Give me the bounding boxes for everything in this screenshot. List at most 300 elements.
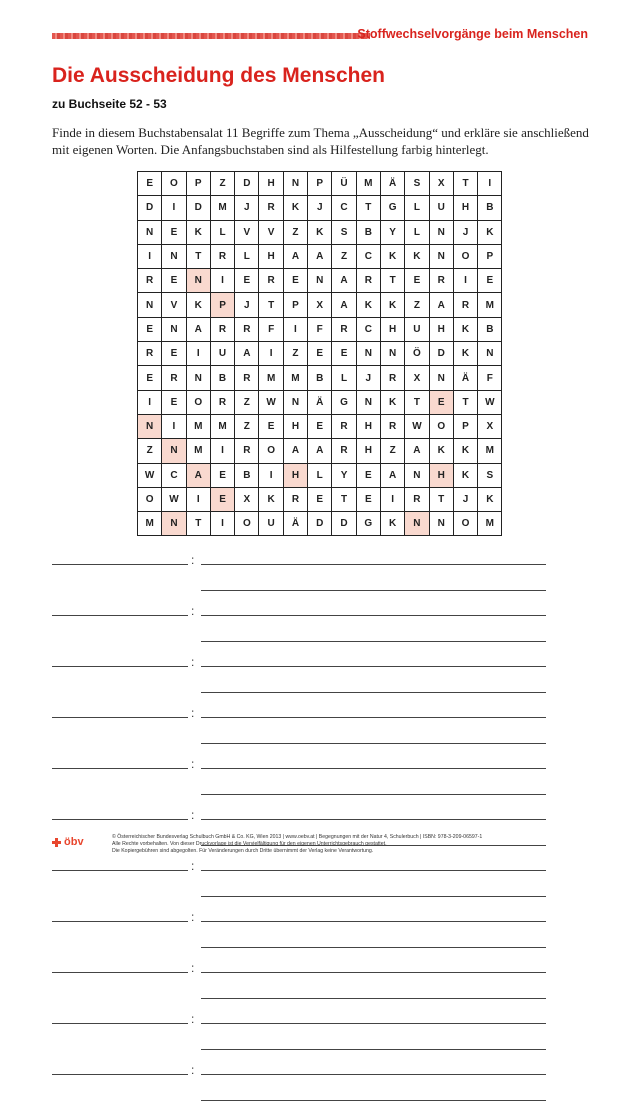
grid-cell: T (332, 487, 356, 511)
grid-cell: J (453, 487, 477, 511)
grid-cell: N (138, 220, 162, 244)
grid-cell: N (308, 269, 332, 293)
grid-row (138, 196, 502, 220)
grid-cell: L (235, 244, 259, 268)
grid-cell: W (259, 390, 283, 414)
grid-cell: R (332, 317, 356, 341)
grid-cell: R (210, 317, 234, 341)
grid-cell: Y (380, 220, 404, 244)
answer-row (52, 655, 546, 706)
grid-cell: R (162, 366, 186, 390)
grid-cell: R (235, 317, 259, 341)
grid-cell: E (308, 414, 332, 438)
definition-write-line[interactable] (201, 819, 546, 820)
grid-cell: I (210, 269, 234, 293)
grid-cell: J (235, 196, 259, 220)
grid-cell: E (235, 269, 259, 293)
term-write-line[interactable] (52, 972, 188, 973)
grid-cell: K (356, 293, 380, 317)
definition-write-line[interactable] (201, 768, 546, 769)
grid-cell: I (162, 414, 186, 438)
term-write-line[interactable] (52, 1023, 188, 1024)
answer-colon: : (191, 910, 195, 924)
grid-cell: H (283, 414, 307, 438)
grid-cell: N (283, 172, 307, 196)
logo-text: öbv (64, 836, 84, 848)
grid-cell: S (478, 463, 502, 487)
answer-colon: : (191, 604, 195, 618)
grid-cell: K (478, 487, 502, 511)
grid-cell: M (283, 366, 307, 390)
grid-cell: D (138, 196, 162, 220)
page-subtitle: zu Buchseite 52 - 53 (52, 97, 167, 111)
grid-cell: I (138, 390, 162, 414)
grid-cell: O (186, 390, 210, 414)
grid-cell: K (478, 220, 502, 244)
grid-cell: E (405, 269, 429, 293)
grid-cell: T (429, 487, 453, 511)
definition-write-line[interactable] (201, 794, 546, 795)
grid-cell: I (453, 269, 477, 293)
grid-cell: S (332, 220, 356, 244)
grid-cell: N (478, 342, 502, 366)
term-write-line[interactable] (52, 564, 188, 565)
grid-cell: L (308, 463, 332, 487)
grid-cell: J (453, 220, 477, 244)
grid-cell: R (210, 390, 234, 414)
grid-cell: B (478, 317, 502, 341)
grid-cell: E (138, 317, 162, 341)
grid-cell: X (405, 366, 429, 390)
grid-cell: N (405, 463, 429, 487)
definition-write-line[interactable] (201, 717, 546, 718)
grid-cell: K (429, 439, 453, 463)
term-write-line[interactable] (52, 615, 188, 616)
grid-cell: M (210, 414, 234, 438)
grid-cell: K (405, 244, 429, 268)
grid-row (138, 414, 502, 438)
definition-write-line[interactable] (201, 896, 546, 897)
plus-logo-icon (52, 838, 61, 847)
grid-cell: W (405, 414, 429, 438)
grid-cell: O (453, 244, 477, 268)
answer-row (52, 1012, 546, 1063)
grid-cell: Z (380, 439, 404, 463)
grid-cell: H (259, 172, 283, 196)
answer-colon: : (191, 553, 195, 567)
grid-cell: T (186, 512, 210, 536)
term-write-line[interactable] (52, 870, 188, 871)
grid-cell: E (162, 220, 186, 244)
definition-write-line[interactable] (201, 590, 546, 591)
grid-cell: N (162, 244, 186, 268)
grid-cell: R (380, 366, 404, 390)
answer-row (52, 961, 546, 1012)
grid-cell: G (356, 512, 380, 536)
grid-row (138, 317, 502, 341)
grid-row (138, 463, 502, 487)
grid-cell: Ü (332, 172, 356, 196)
grid-cell: Y (332, 463, 356, 487)
term-write-line[interactable] (52, 666, 188, 667)
grid-cell: I (210, 439, 234, 463)
instructions (52, 124, 592, 158)
grid-cell: T (380, 269, 404, 293)
grid-cell: E (283, 269, 307, 293)
definition-write-line[interactable] (201, 564, 546, 565)
term-write-line[interactable] (52, 819, 188, 820)
grid-cell: A (308, 244, 332, 268)
grid-cell: U (429, 196, 453, 220)
grid-cell: V (235, 220, 259, 244)
grid-cell: N (429, 512, 453, 536)
answer-colon: : (191, 757, 195, 771)
answer-colon: : (191, 808, 195, 822)
grid-cell: I (259, 463, 283, 487)
grid-cell: U (259, 512, 283, 536)
term-write-line[interactable] (52, 717, 188, 718)
answer-colon: : (191, 706, 195, 720)
grid-cell: X (308, 293, 332, 317)
grid-cell: M (478, 512, 502, 536)
definition-write-line[interactable] (201, 947, 546, 948)
grid-cell: H (259, 244, 283, 268)
grid-cell: D (308, 512, 332, 536)
publisher-logo (52, 836, 84, 848)
grid-cell: R (380, 414, 404, 438)
answer-row (52, 757, 546, 808)
grid-cell: N (283, 390, 307, 414)
grid-cell: B (356, 220, 380, 244)
grid-cell: A (186, 317, 210, 341)
answer-row (52, 859, 546, 910)
word-search-grid (137, 171, 502, 536)
grid-cell: A (283, 244, 307, 268)
answer-colon: : (191, 859, 195, 873)
grid-cell: E (429, 390, 453, 414)
definition-write-line[interactable] (201, 692, 546, 693)
grid-cell: E (356, 487, 380, 511)
grid-cell: J (308, 196, 332, 220)
grid-cell: H (453, 196, 477, 220)
grid-cell: R (235, 366, 259, 390)
grid-cell: N (429, 244, 453, 268)
grid-row (138, 172, 502, 196)
grid-cell: E (356, 463, 380, 487)
grid-cell: B (235, 463, 259, 487)
grid-cell: N (186, 269, 210, 293)
answer-row (52, 910, 546, 961)
grid-cell: K (380, 293, 404, 317)
grid-cell: I (186, 487, 210, 511)
grid-cell: E (162, 390, 186, 414)
grid-cell: Z (283, 220, 307, 244)
definition-write-line[interactable] (201, 921, 546, 922)
grid-cell: R (405, 487, 429, 511)
grid-cell: B (308, 366, 332, 390)
grid-cell: N (138, 414, 162, 438)
grid-cell: T (453, 172, 477, 196)
grid-cell: H (356, 439, 380, 463)
answer-colon: : (191, 961, 195, 975)
grid-cell: O (453, 512, 477, 536)
grid-row (138, 342, 502, 366)
grid-cell: L (405, 196, 429, 220)
answer-row (52, 706, 546, 757)
grid-cell: K (453, 317, 477, 341)
grid-cell: D (332, 512, 356, 536)
grid-cell: E (138, 366, 162, 390)
grid-cell: N (138, 293, 162, 317)
grid-cell: L (332, 366, 356, 390)
definition-write-line[interactable] (201, 1074, 546, 1075)
grid-cell: D (186, 196, 210, 220)
grid-cell: A (308, 439, 332, 463)
grid-cell: M (356, 172, 380, 196)
grid-cell: T (356, 196, 380, 220)
grid-cell: A (332, 293, 356, 317)
grid-cell: A (380, 463, 404, 487)
grid-cell: A (405, 439, 429, 463)
grid-cell: T (453, 390, 477, 414)
grid-cell: Z (210, 172, 234, 196)
grid-cell: I (138, 244, 162, 268)
definition-write-line[interactable] (201, 998, 546, 999)
grid-row (138, 293, 502, 317)
grid-cell: I (162, 196, 186, 220)
grid-cell: P (283, 293, 307, 317)
grid-cell: H (380, 317, 404, 341)
grid-cell: S (405, 172, 429, 196)
grid-cell: N (162, 317, 186, 341)
grid-cell: K (380, 390, 404, 414)
grid-cell: R (429, 269, 453, 293)
grid-cell: A (186, 463, 210, 487)
grid-cell: J (235, 293, 259, 317)
grid-cell: Z (235, 414, 259, 438)
grid-cell: V (259, 220, 283, 244)
term-write-line[interactable] (52, 921, 188, 922)
grid-cell: C (332, 196, 356, 220)
grid-cell: Ä (380, 172, 404, 196)
grid-cell: P (186, 172, 210, 196)
grid-cell: C (356, 244, 380, 268)
footer-line-2: Alle Rechte vorbehalten. Von dieser Druckvorlage ist die Vervielfältigung für den eigenen Unterrichtsgebrauch gestattet. (112, 841, 387, 847)
grid-cell: E (162, 269, 186, 293)
grid-cell: K (308, 220, 332, 244)
grid-cell: N (429, 366, 453, 390)
grid-cell: O (259, 439, 283, 463)
grid-cell: E (259, 414, 283, 438)
grid-cell: W (138, 463, 162, 487)
grid-cell: R (138, 342, 162, 366)
grid-cell: X (429, 172, 453, 196)
grid-cell: A (332, 269, 356, 293)
grid-row (138, 269, 502, 293)
definition-write-line[interactable] (201, 1023, 546, 1024)
definition-write-line[interactable] (201, 1100, 546, 1101)
grid-cell: Ö (405, 342, 429, 366)
grid-cell: F (308, 317, 332, 341)
grid-cell: B (478, 196, 502, 220)
grid-cell: F (259, 317, 283, 341)
grid-row (138, 439, 502, 463)
answer-row (52, 1063, 546, 1114)
grid-cell: R (138, 269, 162, 293)
grid-cell: T (259, 293, 283, 317)
grid-cell: I (186, 342, 210, 366)
grid-cell: Ä (283, 512, 307, 536)
grid-row (138, 390, 502, 414)
grid-cell: G (380, 196, 404, 220)
grid-cell: K (283, 196, 307, 220)
grid-cell: I (259, 342, 283, 366)
grid-cell: R (283, 487, 307, 511)
grid-cell: N (162, 439, 186, 463)
grid-cell: O (138, 487, 162, 511)
grid-cell: Z (332, 244, 356, 268)
grid-cell: B (210, 366, 234, 390)
definition-write-line[interactable] (201, 1049, 546, 1050)
grid-cell: Z (283, 342, 307, 366)
header-title: Stoffwechselvorgänge beim Menschen (357, 27, 588, 41)
definition-write-line[interactable] (201, 870, 546, 871)
definition-write-line[interactable] (201, 641, 546, 642)
grid-cell: O (235, 512, 259, 536)
grid-cell: L (405, 220, 429, 244)
term-write-line[interactable] (52, 768, 188, 769)
grid-cell: R (235, 439, 259, 463)
grid-cell: M (210, 196, 234, 220)
grid-cell: H (429, 317, 453, 341)
grid-cell: M (186, 414, 210, 438)
grid-cell: U (210, 342, 234, 366)
grid-cell: X (478, 414, 502, 438)
definition-write-line[interactable] (201, 743, 546, 744)
grid-cell: K (380, 244, 404, 268)
grid-cell: E (210, 487, 234, 511)
grid-cell: Ä (308, 390, 332, 414)
page-title: Die Ausscheidung des Menschen (52, 64, 385, 87)
grid-cell: A (235, 342, 259, 366)
grid-cell: P (210, 293, 234, 317)
grid-cell: K (186, 220, 210, 244)
grid-cell: K (186, 293, 210, 317)
grid-cell: N (356, 390, 380, 414)
grid-cell: R (259, 269, 283, 293)
grid-cell: E (478, 269, 502, 293)
grid-cell: U (405, 317, 429, 341)
grid-cell: M (186, 439, 210, 463)
grid-cell: I (283, 317, 307, 341)
term-write-line[interactable] (52, 1074, 188, 1075)
grid-cell: H (429, 463, 453, 487)
footer-text (112, 834, 592, 855)
grid-cell: V (162, 293, 186, 317)
grid-cell: K (453, 439, 477, 463)
grid-cell: D (235, 172, 259, 196)
instructions-line-1: Finde in diesem Buchstabensalat 11 Begriffe zum Thema „Ausscheidung“ und erkläre sie anschließend (52, 125, 589, 140)
grid-row (138, 366, 502, 390)
grid-cell: K (453, 463, 477, 487)
grid-cell: X (235, 487, 259, 511)
definition-write-line[interactable] (201, 666, 546, 667)
grid-cell: E (138, 172, 162, 196)
grid-cell: O (429, 414, 453, 438)
grid-cell: N (429, 220, 453, 244)
header-decoration-band (52, 33, 370, 39)
grid-cell: E (162, 342, 186, 366)
definition-write-line[interactable] (201, 615, 546, 616)
answer-colon: : (191, 1012, 195, 1026)
answer-colon: : (191, 1063, 195, 1077)
grid-cell: K (380, 512, 404, 536)
grid-cell: Z (405, 293, 429, 317)
grid-cell: N (380, 342, 404, 366)
grid-cell: K (453, 342, 477, 366)
grid-cell: M (478, 293, 502, 317)
answer-colon: : (191, 655, 195, 669)
grid-cell: E (308, 342, 332, 366)
grid-cell: Z (235, 390, 259, 414)
footer-line-1: © Österreichischer Bundesverlag Schulbuch GmbH & Co. KG, Wien 2013 | www.oebv.at | Begegnungen mit der Natur 4, Schulerbuch | ISBN: 978-3-209-06597-1 (112, 834, 483, 840)
grid-cell: M (478, 439, 502, 463)
grid-cell: L (210, 220, 234, 244)
grid-cell: R (332, 414, 356, 438)
grid-row (138, 487, 502, 511)
grid-cell: D (429, 342, 453, 366)
grid-cell: T (405, 390, 429, 414)
grid-cell: R (356, 269, 380, 293)
grid-cell: T (186, 244, 210, 268)
answer-row (52, 553, 546, 604)
grid-cell: M (138, 512, 162, 536)
instructions-line-2: mit eigenen Worten. Die Anfangsbuchstaben sind als Hilfestellung farbig hinterlegt. (52, 142, 489, 157)
grid-cell: E (308, 487, 332, 511)
grid-cell: E (210, 463, 234, 487)
grid-cell: R (453, 293, 477, 317)
grid-cell: W (478, 390, 502, 414)
answer-row (52, 604, 546, 655)
grid-cell: W (162, 487, 186, 511)
grid-cell: N (162, 512, 186, 536)
grid-cell: Ä (453, 366, 477, 390)
grid-cell: I (210, 512, 234, 536)
grid-cell: C (356, 317, 380, 341)
grid-row (138, 244, 502, 268)
grid-cell: N (405, 512, 429, 536)
grid-cell: R (210, 244, 234, 268)
definition-write-line[interactable] (201, 972, 546, 973)
grid-cell: J (356, 366, 380, 390)
grid-cell: N (356, 342, 380, 366)
grid-cell: C (162, 463, 186, 487)
grid-cell: K (259, 487, 283, 511)
grid-cell: A (283, 439, 307, 463)
grid-cell: M (259, 366, 283, 390)
grid-cell: A (429, 293, 453, 317)
grid-cell: I (380, 487, 404, 511)
grid-cell: G (332, 390, 356, 414)
grid-cell: E (332, 342, 356, 366)
footer-line-3: Die Kopiergebühren sind abgegolten. Für Veränderungen durch Dritte übernimmt der Verlag keine Verantwortung. (112, 848, 374, 854)
grid-cell: R (332, 439, 356, 463)
grid-cell: H (283, 463, 307, 487)
grid-cell: H (356, 414, 380, 438)
grid-cell: I (478, 172, 502, 196)
grid-cell: O (162, 172, 186, 196)
grid-cell: R (259, 196, 283, 220)
